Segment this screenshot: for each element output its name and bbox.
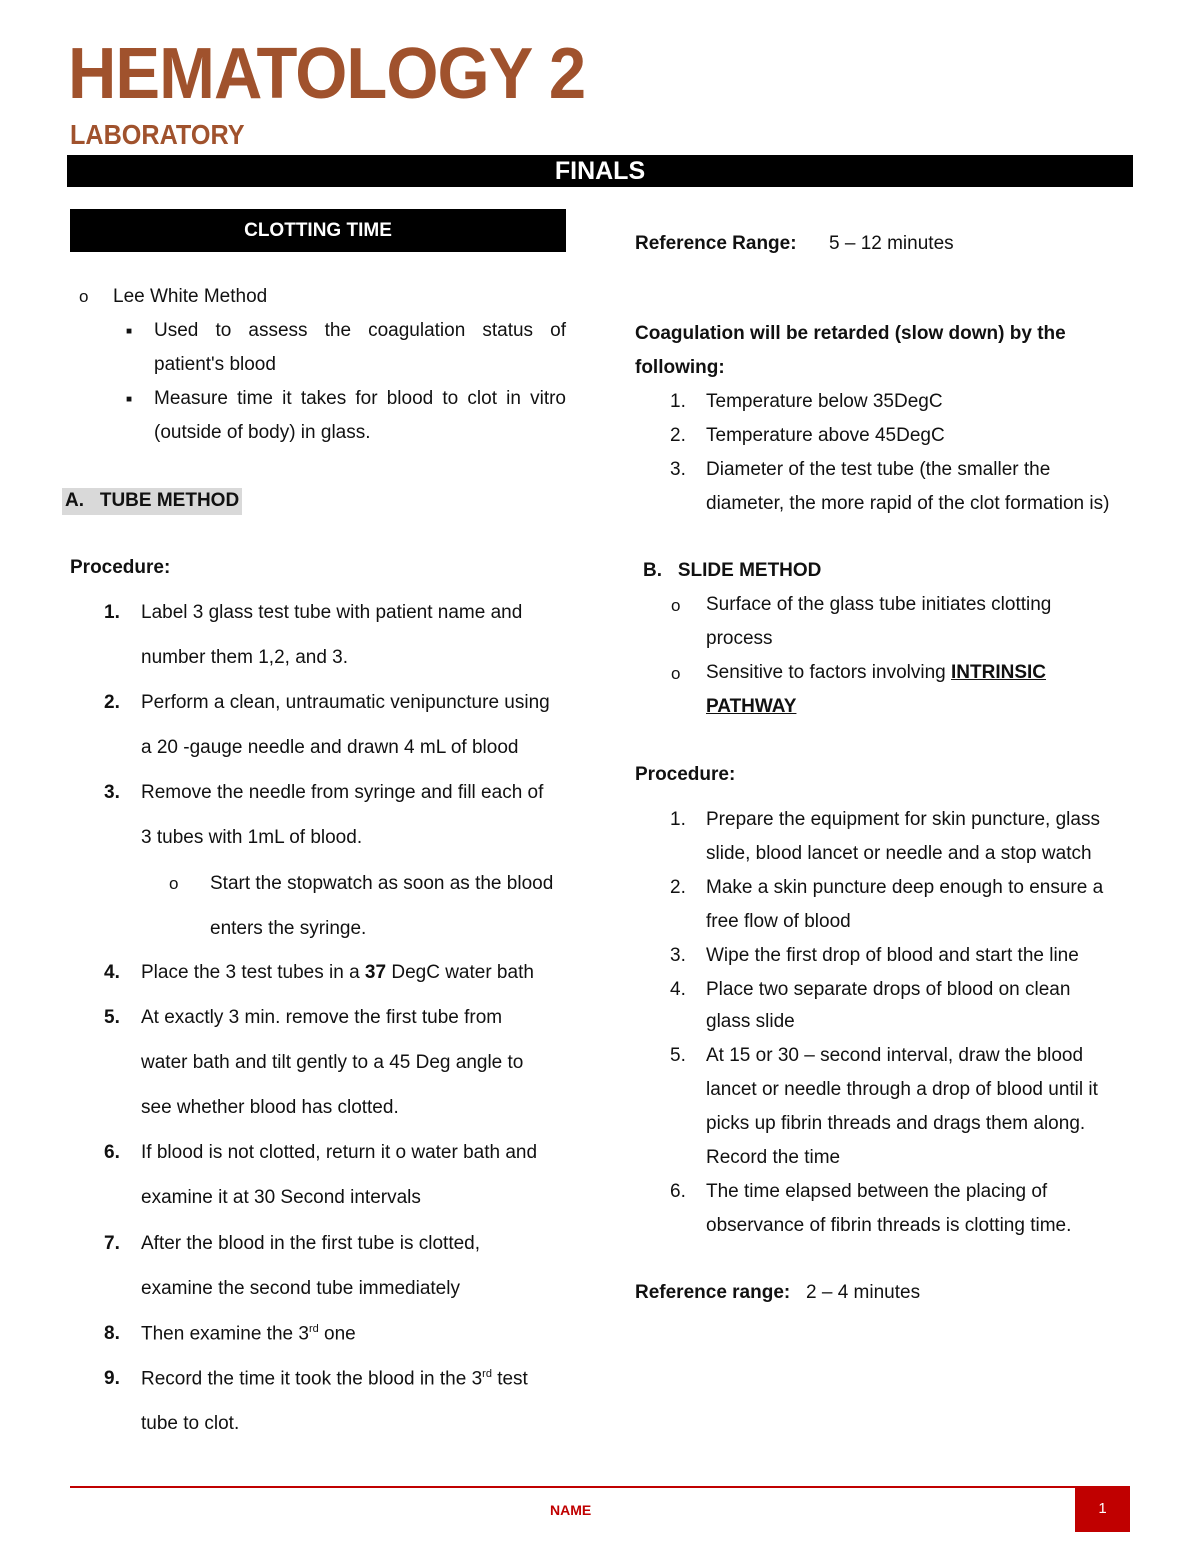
step-text: Remove the needle from syringe and fill each of [141,782,544,803]
step-text: Place the 3 test tubes in a 37 DegC water bath [141,962,534,983]
step-text: 3 tubes with 1mL of blood. [141,827,363,848]
footer-divider [70,1486,1130,1488]
step-text: Start the stopwatch as soon as the blood [210,873,554,894]
pathway-keyword: PATHWAY [706,696,797,717]
list-item: Temperature below 35DegC [706,391,943,412]
step-number: 7. [104,1233,120,1254]
reference-range-value: 2 – 4 minutes [806,1282,921,1303]
list-number: 4. [670,979,686,1000]
step-text: examine it at 30 Second intervals [141,1187,421,1208]
step-text: Record the time it took the blood in the 3rd test [141,1368,528,1390]
bullet-line: process [706,628,773,649]
circle-bullet-icon: o [79,287,89,306]
step-text: a 20 -gauge needle and drawn 4 mL of blood [141,737,519,758]
step-text: Record the time [706,1147,841,1168]
bold-temperature: 37 [364,962,387,983]
step-text: Perform a clean, untraumatic venipuncture using [141,692,550,713]
step-text: If blood is not clotted, return it o water bath and [141,1142,538,1163]
step-number: 4. [104,962,120,983]
list-number: 2. [670,425,686,446]
step-text: Make a skin puncture deep enough to ensure a [706,877,1104,898]
list-number: 6. [670,1181,686,1202]
circle-bullet-icon: o [671,596,681,615]
step-text: observance of fibrin threads is clotting time. [706,1215,1072,1236]
reference-range-label: Reference Range: [635,233,797,254]
step-number: 1. [104,602,120,623]
step-text: examine the second tube immediately [141,1278,460,1299]
step-text: Prepare the equipment for skin puncture, glass [706,809,1100,830]
bullet-line: Measure time it takes for blood to clot in vitro [154,388,566,409]
list-number: 1. [670,809,686,830]
reference-range-value: 5 – 12 minutes [829,233,954,254]
clotting-time-section-bar: CLOTTING TIME [70,209,566,252]
reference-range-label: Reference range: [635,1282,791,1303]
list-number: 1. [670,391,686,412]
step-text: Then examine the 3rd one [141,1323,356,1345]
step-text: After the blood in the first tube is clotted, [141,1233,481,1254]
procedure-label: Procedure: [635,764,736,785]
bullet-line: Sensitive to factors involving INTRINSIC [706,662,1047,683]
step-text: water bath and tilt gently to a 45 Deg angle to [141,1052,524,1073]
step-text: see whether blood has clotted. [141,1097,399,1118]
page-number: 1 [1075,1486,1130,1532]
step-text: Label 3 glass test tube with patient name and [141,602,523,623]
list-item: Temperature above 45DegC [706,425,945,446]
step-text: Place two separate drops of blood on clean [706,979,1071,1000]
square-bullet-icon: ■ [126,326,133,337]
bullet-line: Used to assess the coagulation status of [154,320,566,341]
list-number: 3. [670,459,686,480]
list-number: 3. [670,945,686,966]
retard-heading: following: [635,357,725,378]
circle-bullet-icon: o [671,664,681,683]
step-number: 3. [104,782,120,803]
page-title: HEMATOLOGY 2 [68,34,586,114]
step-text: glass slide [706,1011,795,1032]
intrinsic-keyword: INTRINSIC [951,662,1047,683]
page-subtitle: LABORATORY [70,119,245,150]
step-text: Wipe the first drop of blood and start the line [706,945,1079,966]
circle-bullet-icon: o [169,874,179,893]
step-number: 8. [104,1323,120,1344]
step-text: enters the syringe. [210,918,367,939]
step-number: 6. [104,1142,120,1163]
bullet-line: (outside of body) in glass. [154,422,371,443]
step-text: picks up fibrin threads and drags them along. [706,1113,1086,1134]
step-text: At 15 or 30 – second interval, draw the blood [706,1045,1084,1066]
step-text: number them 1,2, and 3. [141,647,349,668]
list-item: Diameter of the test tube (the smaller the [706,459,1051,480]
list-item: diameter, the more rapid of the clot formation is) [706,493,1110,514]
step-text: The time elapsed between the placing of [706,1181,1048,1202]
finals-banner: FINALS [67,155,1133,187]
step-number: 9. [104,1368,120,1389]
retard-heading: Coagulation will be retarded (slow down) by the [635,323,1066,344]
square-bullet-icon: ■ [126,394,133,405]
step-text: lancet or needle through a drop of blood until it [706,1079,1098,1100]
procedure-label: Procedure: [70,557,171,578]
step-text: free flow of blood [706,911,851,932]
step-text: slide, blood lancet or needle and a stop watch [706,843,1092,864]
bullet-line: patient's blood [154,354,276,375]
slide-method-heading: B. SLIDE METHOD [643,560,822,581]
list-number: 2. [670,877,686,898]
step-number: 2. [104,692,120,713]
step-text: tube to clot. [141,1413,240,1434]
step-text: At exactly 3 min. remove the first tube from [141,1007,503,1028]
bullet-line: Surface of the glass tube initiates clotting [706,594,1052,615]
method-name: Lee White Method [113,286,268,307]
step-number: 5. [104,1007,120,1028]
footer-name: NAME [550,1502,592,1518]
tube-method-heading: A. TUBE METHOD [62,488,242,515]
list-number: 5. [670,1045,686,1066]
